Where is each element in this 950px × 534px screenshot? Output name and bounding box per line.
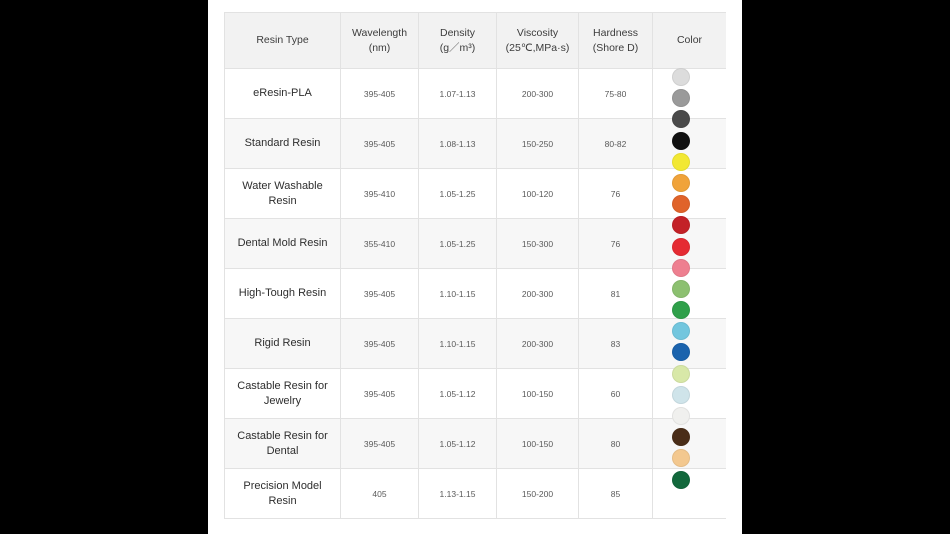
- cell-wavelength: 395-405: [341, 69, 419, 119]
- cell-wavelength: 395-405: [341, 269, 419, 319]
- column-header-label: Resin Type: [256, 34, 309, 47]
- cell-viscosity: 200-300: [497, 69, 579, 119]
- cell-color: [653, 369, 727, 419]
- table-row: [225, 319, 727, 369]
- cell-color: [653, 469, 727, 519]
- cell-density: 1.05-1.25: [419, 219, 497, 269]
- cell-density: 1.07-1.13: [419, 69, 497, 119]
- resin-table-container: [224, 12, 726, 524]
- cell-hardness: 75-80: [579, 69, 653, 119]
- cell-resin-type: Water Washable Resin: [225, 169, 341, 219]
- cell-viscosity: 100-150: [497, 369, 579, 419]
- cell-color: [653, 319, 727, 369]
- cell-wavelength: 395-405: [341, 119, 419, 169]
- cell-resin-type: Precision Model Resin: [225, 469, 341, 519]
- table-row: [225, 169, 727, 219]
- cell-viscosity: 100-150: [497, 419, 579, 469]
- column-header-hardness: [579, 13, 653, 69]
- table-row: [225, 219, 727, 269]
- cell-resin-type: Castable Resin for Jewelry: [225, 369, 341, 419]
- table-row: [225, 469, 727, 519]
- column-header-density: [419, 13, 497, 69]
- column-header-label: Density: [439, 27, 475, 40]
- cell-density: 1.13-1.15: [419, 469, 497, 519]
- cell-density: 1.10-1.15: [419, 269, 497, 319]
- table-row: [225, 69, 727, 119]
- column-header-unit: (25℃,MPa·s): [505, 41, 570, 54]
- cell-viscosity: 100-120: [497, 169, 579, 219]
- table-row: [225, 269, 727, 319]
- column-header-resin-type: [225, 13, 341, 69]
- column-header-viscosity: [497, 13, 579, 69]
- cell-density: 1.05-1.12: [419, 419, 497, 469]
- cell-wavelength: 405: [341, 469, 419, 519]
- column-header-unit: (Shore D): [592, 41, 639, 54]
- cell-viscosity: 200-300: [497, 269, 579, 319]
- cell-color: [653, 219, 727, 269]
- cell-resin-type: eResin-PLA: [225, 69, 341, 119]
- cell-resin-type: Standard Resin: [225, 119, 341, 169]
- cell-density: 1.05-1.25: [419, 169, 497, 219]
- cell-wavelength: 355-410: [341, 219, 419, 269]
- cell-resin-type: High-Tough Resin: [225, 269, 341, 319]
- table-body: [225, 69, 727, 519]
- column-header-color: [653, 13, 727, 69]
- cell-wavelength: 395-410: [341, 169, 419, 219]
- cell-viscosity: 150-250: [497, 119, 579, 169]
- column-header-unit: (g／m³): [439, 41, 476, 54]
- table-row: [225, 419, 727, 469]
- cell-resin-type: Castable Resin for Dental: [225, 419, 341, 469]
- cell-hardness: 76: [579, 219, 653, 269]
- cell-hardness: 83: [579, 319, 653, 369]
- cell-hardness: 80-82: [579, 119, 653, 169]
- column-header-label: Wavelength: [351, 27, 408, 40]
- table-header: [225, 13, 727, 69]
- column-header-label: Viscosity: [516, 27, 559, 40]
- cell-color: [653, 169, 727, 219]
- cell-color: [653, 119, 727, 169]
- cell-viscosity: 200-300: [497, 319, 579, 369]
- column-header-label: Color: [676, 34, 703, 47]
- table-row: [225, 369, 727, 419]
- cell-hardness: 60: [579, 369, 653, 419]
- cell-density: 1.10-1.15: [419, 319, 497, 369]
- cell-wavelength: 395-405: [341, 369, 419, 419]
- cell-density: 1.05-1.12: [419, 369, 497, 419]
- cell-viscosity: 150-300: [497, 219, 579, 269]
- cell-wavelength: 395-405: [341, 319, 419, 369]
- table-header-row: [225, 13, 727, 69]
- cell-color: [653, 269, 727, 319]
- resin-specification-table: [224, 12, 726, 519]
- cell-wavelength: 395-405: [341, 419, 419, 469]
- column-header-label: Hardness: [593, 27, 638, 40]
- table-row: [225, 119, 727, 169]
- column-header-unit: (nm): [368, 41, 391, 54]
- cell-hardness: 85: [579, 469, 653, 519]
- cell-color: [653, 69, 727, 119]
- document-page: [208, 0, 742, 534]
- cell-resin-type: Dental Mold Resin: [225, 219, 341, 269]
- cell-viscosity: 150-200: [497, 469, 579, 519]
- cell-resin-type: Rigid Resin: [225, 319, 341, 369]
- cell-color: [653, 419, 727, 469]
- cell-hardness: 81: [579, 269, 653, 319]
- cell-hardness: 80: [579, 419, 653, 469]
- cell-hardness: 76: [579, 169, 653, 219]
- column-header-wavelength: [341, 13, 419, 69]
- cell-density: 1.08-1.13: [419, 119, 497, 169]
